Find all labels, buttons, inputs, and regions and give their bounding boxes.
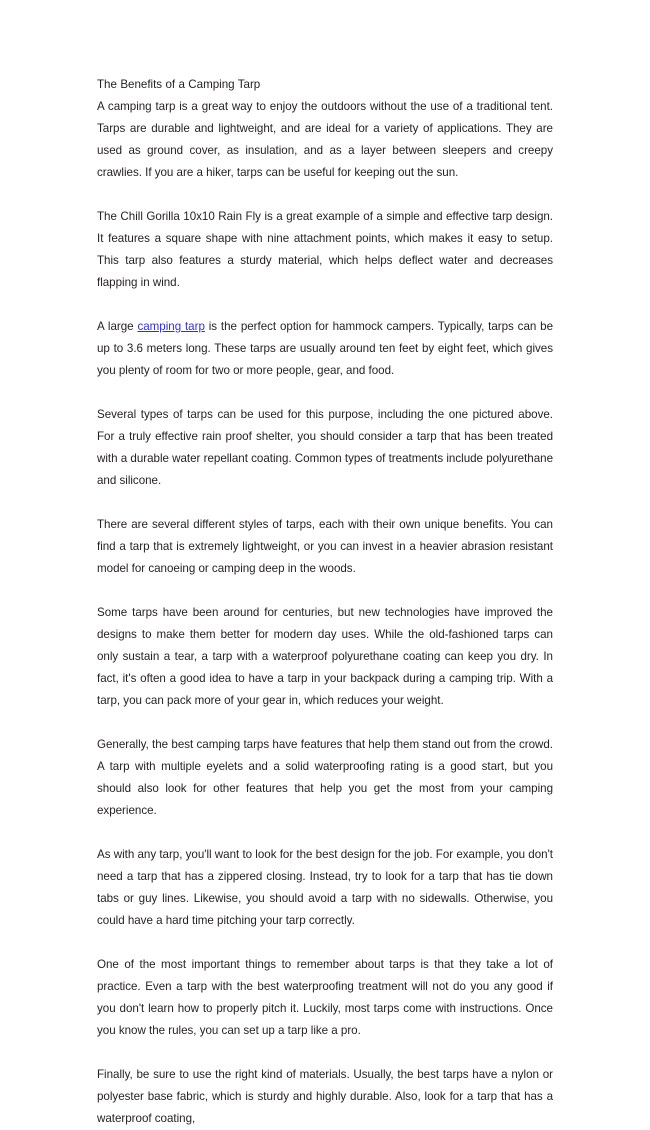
paragraph-3-text-after-link: is the perfect option for hammock campers. Typically, tarps can be up to 3.6 meters long. These tarps are usually around ten feet by eight feet, which gives you plenty of room for two or more people, gear, and food. [97, 320, 554, 377]
document-title-line: The Benefits of a Camping Tarp [97, 78, 261, 91]
paragraph-2: The Chill Gorilla 10x10 Rain Fly is a great example of a simple and effective tarp design. It features a square shape with nine attachment points, which makes it easy to setup. This tarp also features a sturdy material, which helps deflect water and decreases flapping in wind. [97, 210, 553, 289]
paragraph-10: Finally, be sure to use the right kind of materials. Usually, the best tarps have a nylon or polyester base fabric, which is sturdy and highly durable. Also, look for a tarp that has a waterproof coating, [97, 1068, 553, 1125]
paragraph-3 [97, 316, 553, 382]
camping-tarp-link[interactable]: camping tarp [137, 320, 205, 333]
paragraph-3-text-before-link: A large [97, 320, 138, 333]
document-text-column [97, 74, 553, 1130]
paragraph-7: Generally, the best camping tarps have features that help them stand out from the crowd. A tarp with multiple eyelets and a solid waterproofing rating is a good start, but you should also look for other features that help you get the most from your camping experience. [97, 738, 553, 817]
paragraph-8: As with any tarp, you'll want to look for the best design for the job. For example, you don't need a tarp that has a zippered closing. Instead, try to look for a tarp that has tie down tabs or guy lines. Likewise, you should avoid a tarp with no sidewalls. Otherwise, you could have a hard time pitching your tarp correctly. [97, 848, 553, 927]
paragraph-1: A camping tarp is a great way to enjoy the outdoors without the use of a traditional tent. Tarps are durable and lightweight, and are ideal for a variety of applications. They are used as ground cover, as insulation, and as a layer between sleepers and creepy crawlies. If you are a hiker, tarps can be useful for keeping out the sun. [97, 100, 553, 179]
paragraph-4: Several types of tarps can be used for this purpose, including the one pictured above. For a truly effective rain proof shelter, you should consider a tarp that has been treated with a durable water repellant coating. Common types of treatments include polyurethane and silicone. [97, 408, 553, 487]
paragraph-6: Some tarps have been around for centuries, but new technologies have improved the designs to make them better for modern day uses. While the old-fashioned tarps can only sustain a tear, a tarp with a waterproof polyurethane coating can keep you dry. In fact, it's often a good idea to have a tarp in your backpack during a camping trip. With a tarp, you can pack more of your gear in, which reduces your weight. [97, 606, 553, 707]
paragraph-5: There are several different styles of tarps, each with their own unique benefits. You can find a tarp that is extremely lightweight, or you can invest in a heavier abrasion resistant model for canoeing or camping deep in the woods. [97, 518, 553, 575]
paragraph-9: One of the most important things to remember about tarps is that they take a lot of practice. Even a tarp with the best waterproofing treatment will not do you any good if you don't learn how to properly pitch it. Luckily, most tarps come with instructions. Once you know the rules, you can set up a tarp like a pro. [97, 958, 553, 1037]
